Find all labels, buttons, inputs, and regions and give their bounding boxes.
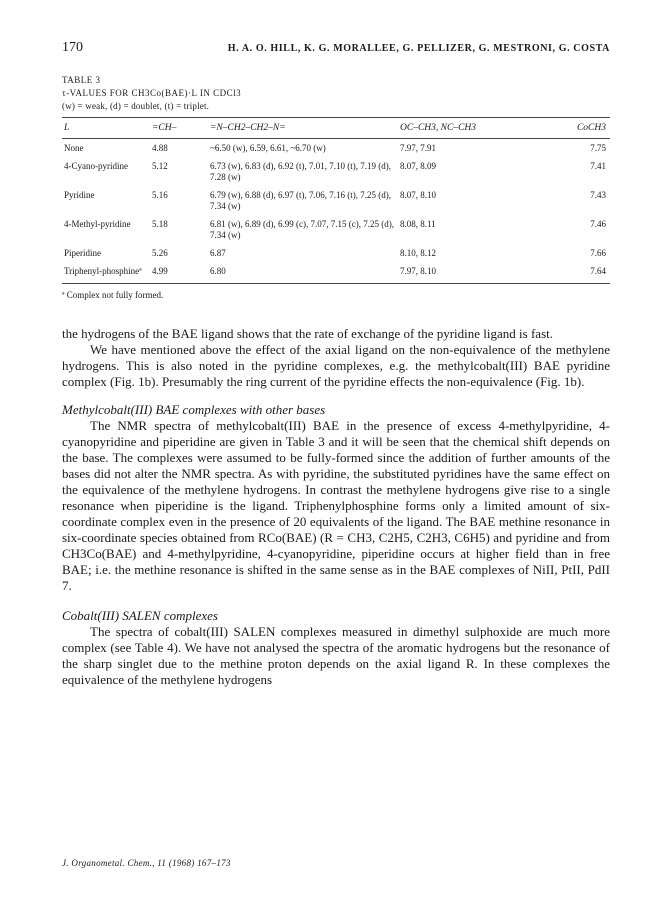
page-number: 170 <box>62 40 83 55</box>
paragraph: We have mentioned above the effect of the axial ligand on the non-equivalence of the methylene hydrogens. This is also noted in the pyridine complexes, e.g. the methylcobalt(III) BAE pyridine complex (Fig. 1b). Presumably the ring current of the pyridine effects the non-equivalence (Fig. 1b). <box>62 342 610 389</box>
table-row <box>62 186 610 215</box>
cell-methyl: 8.08, 8.11 <box>400 219 436 229</box>
cell-ligand: Pyridine <box>64 190 95 200</box>
col-header-methyl: OC–CH3, NC–CH3 <box>400 123 477 133</box>
table-row <box>62 215 610 244</box>
table-header-row <box>62 118 610 139</box>
cell-ligand: Piperidine <box>64 248 101 258</box>
cell-methyl: 8.07, 8.09 <box>400 161 436 171</box>
col-header-methine: =CH– <box>152 123 177 133</box>
page <box>62 40 610 688</box>
col-header-cobalt-methyl: CoCH3 <box>576 123 606 133</box>
section-heading: Cobalt(III) SALEN complexes <box>62 608 218 623</box>
cell-methyl: 7.97, 7.91 <box>400 143 436 153</box>
cell-cobalt-methyl: 7.75 <box>590 143 606 153</box>
cell-methine: 4.99 <box>152 266 168 276</box>
article-body <box>62 326 610 688</box>
cell-methine: 4.88 <box>152 143 168 153</box>
table-row <box>62 157 610 186</box>
cell-methylene: 6.81 (w), 6.89 (d), 6.99 (c), 7.07, 7.15 (c), 7.25 (d), 7.34 (w) <box>210 219 394 240</box>
cell-methyl: 8.07, 8.10 <box>400 190 436 200</box>
cell-methylene: 6.87 <box>210 248 226 258</box>
col-header-methylene: =N–CH2–CH2–N= <box>210 123 286 133</box>
data-table <box>62 117 610 284</box>
table-row <box>62 244 610 262</box>
cell-cobalt-methyl: 7.46 <box>590 219 606 229</box>
table-caption <box>62 74 610 113</box>
cell-methine: 5.16 <box>152 190 168 200</box>
cell-cobalt-methyl: 7.64 <box>590 266 606 276</box>
cell-ligand: None <box>64 143 84 153</box>
cell-ligand: 4-Methyl-pyridine <box>64 219 131 229</box>
col-header-ligand: L <box>64 123 70 133</box>
journal-citation: J. Organometal. Chem., 11 (1968) 167–173 <box>62 858 231 868</box>
cell-cobalt-methyl: 7.41 <box>590 161 606 171</box>
table-row <box>62 139 610 158</box>
paragraph: the hydrogens of the BAE ligand shows that the rate of exchange of the pyridine ligand is fast. <box>62 326 553 341</box>
table-footnote: ª Complex not fully formed. <box>62 290 164 300</box>
table-title: τ-VALUES FOR CH3Co(BAE)·L IN CDCl3 <box>62 88 242 98</box>
section-heading: Methylcobalt(III) BAE complexes with other bases <box>62 402 326 417</box>
table-label: TABLE 3 <box>62 75 101 85</box>
cell-methine: 5.12 <box>152 161 168 171</box>
cell-ligand: Triphenyl-phosphineª <box>64 266 142 276</box>
cell-methine: 5.18 <box>152 219 168 229</box>
cell-cobalt-methyl: 7.43 <box>590 190 606 200</box>
cell-methylene: ~6.50 (w), 6.59, 6.61, ~6.70 (w) <box>210 143 326 153</box>
paragraph: The NMR spectra of methylcobalt(III) BAE in the presence of excess 4-methylpyridine, 4-cyanopyridine and piperidine are given in Table 3 and it will be seen that the chemical shift depends on the base. The complexes were assumed to be fully-formed since the addition of further amounts of the bases did not alter the NMR spectra. As with pyridine, the substituted pyridines have the same effect on the equivalence of the methylene hydrogens. In contrast the methylene hydrogens give rise to a single resonance when piperidine is the ligand. Triphenylphosphine forms only a limited amount of six-coordinate complex even in the presence of 20 equivalents of the ligand. The BAE methine resonance in six-coordinate species obtained from RCo(BAE) (R = CH3, C2H5, C2H3, C6H5) and pyridine and from CH3Co(BAE) and 4-methylpyridine, 4-cyanopyridine, piperidine occurs at higher field than in free BAE; i.e. the methine resonance is shifted in the same sense as in the BAE complexes of NiII, PtII, PdII 7. <box>62 418 610 593</box>
cell-methylene: 6.73 (w), 6.83 (d), 6.92 (t), 7.01, 7.10 (t), 7.19 (d), 7.28 (w) <box>210 161 391 182</box>
cell-ligand: 4-Cyano-pyridine <box>64 161 128 171</box>
cell-methyl: 7.97, 8.10 <box>400 266 436 276</box>
paragraph: The spectra of cobalt(III) SALEN complexes measured in dimethyl sulphoxide are much more complex (see Table 4). We have not analysed the spectra of the aromatic hydrogens but the resonance of the sharp singlet due to the methine proton depends on the axial ligand R. In these complexes the equivalence of the methylene hydrogens <box>62 624 610 687</box>
table-legend: (w) = weak, (d) = doublet, (t) = triplet. <box>62 101 210 111</box>
cell-methyl: 8.10, 8.12 <box>400 248 436 258</box>
cell-cobalt-methyl: 7.66 <box>590 248 606 258</box>
running-authors: H. A. O. HILL, K. G. MORALLEE, G. PELLIZER, G. MESTRONI, G. COSTA <box>227 43 610 54</box>
table-row <box>62 262 610 284</box>
cell-methylene: 6.80 <box>210 266 226 276</box>
cell-methylene: 6.79 (w), 6.88 (d), 6.97 (t), 7.06, 7.16 (t), 7.25 (d), 7.34 (w) <box>210 190 391 211</box>
cell-methine: 5.26 <box>152 248 168 258</box>
running-header <box>62 40 610 62</box>
